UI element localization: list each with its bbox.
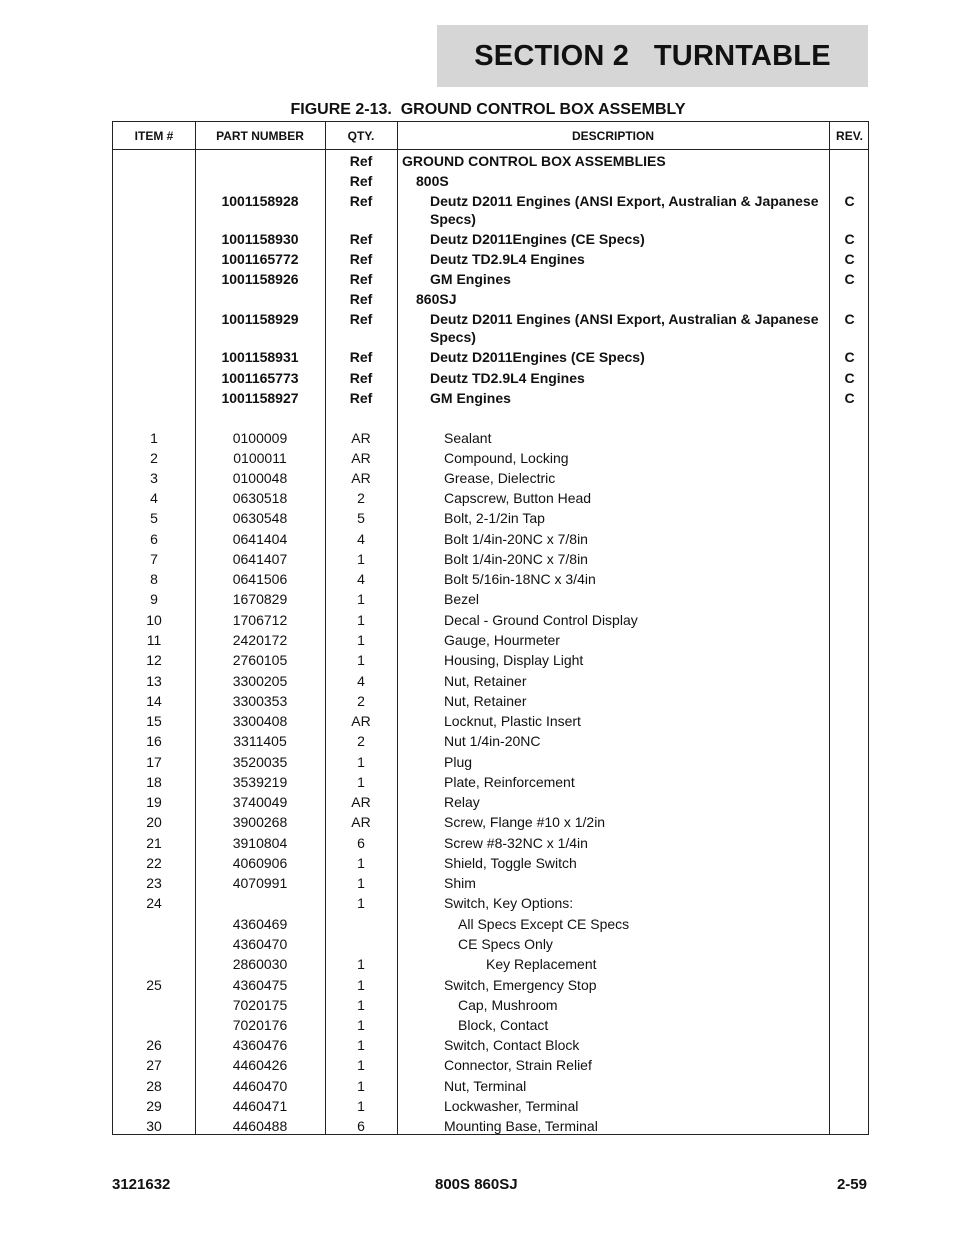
description-cell: GM Engines <box>430 390 511 406</box>
rev-cell: C <box>844 251 855 267</box>
qty-cell: Ref <box>349 271 373 287</box>
part-number-cell: 4460488 <box>232 1118 288 1134</box>
rev-cell: C <box>844 349 855 365</box>
qty-cell: Ref <box>349 173 373 189</box>
part-number-cell: 1001165773 <box>221 370 299 386</box>
part-number-cell: 4060906 <box>232 855 288 871</box>
rev-cell: C <box>844 231 855 247</box>
qty-cell: 1 <box>357 774 365 790</box>
rev-cell: C <box>844 311 855 327</box>
item-cell: 28 <box>146 1078 162 1094</box>
qty-cell: 6 <box>357 1118 365 1134</box>
description-cell: Key Replacement <box>486 956 597 972</box>
description-cell: Gauge, Hourmeter <box>444 632 560 648</box>
description-cell: Deutz D2011Engines (CE Specs) <box>430 349 645 365</box>
item-cell: 20 <box>146 814 162 830</box>
footer-page-number: 2-59 <box>836 1176 867 1193</box>
part-number-cell: 1001165772 <box>221 251 299 267</box>
col-header-part-number: PART NUMBER <box>216 128 304 143</box>
qty-cell: 1 <box>357 551 365 567</box>
qty-cell: AR <box>351 430 371 446</box>
qty-cell: 4 <box>357 571 365 587</box>
part-number-cell: 3300205 <box>232 673 288 689</box>
parts-table <box>112 121 869 1135</box>
description-cell: Housing, Display Light <box>444 652 584 668</box>
item-cell: 14 <box>146 693 162 709</box>
part-number-cell: 0641404 <box>232 531 288 547</box>
qty-cell: AR <box>351 794 371 810</box>
item-cell: 17 <box>146 754 162 770</box>
item-cell: 2 <box>150 450 158 466</box>
description-cell: Shim <box>444 875 476 891</box>
description-cell: Deutz D2011 Engines (ANSI Export, Australian & Japanese Specs) <box>430 311 819 345</box>
item-cell: 16 <box>146 733 162 749</box>
description-cell: Bolt 1/4in-20NC x 7/8in <box>444 551 588 567</box>
qty-cell: 1 <box>357 875 365 891</box>
item-cell: 19 <box>146 794 162 810</box>
part-number-cell: 1001158930 <box>221 231 299 247</box>
part-number-cell: 2860030 <box>232 956 288 972</box>
part-number-cell: 0100011 <box>233 450 287 466</box>
part-number-cell: 4360476 <box>232 1037 288 1053</box>
qty-cell: Ref <box>349 153 373 169</box>
description-cell: Bolt, 2-1/2in Tap <box>444 510 545 526</box>
part-number-cell: 4360469 <box>232 916 288 932</box>
part-number-cell: 1706712 <box>232 612 288 628</box>
qty-cell: 1 <box>357 652 365 668</box>
part-number-cell: 4460470 <box>232 1078 288 1094</box>
description-cell: Plug <box>444 754 473 770</box>
description-cell: Bolt 5/16in-18NC x 3/4in <box>444 571 596 587</box>
description-cell: Nut, Retainer <box>444 673 527 689</box>
part-number-cell: 4070991 <box>232 875 288 891</box>
description-cell: Decal - Ground Control Display <box>444 612 638 628</box>
description-cell: Locknut, Plastic Insert <box>444 713 581 729</box>
description-cell: All Specs Except CE Specs <box>458 916 630 932</box>
qty-cell: 1 <box>357 1057 365 1073</box>
qty-cell: Ref <box>349 291 373 307</box>
qty-cell: 2 <box>357 693 365 709</box>
part-number-cell: 1670829 <box>232 591 288 607</box>
part-number-cell: 2420172 <box>232 632 288 648</box>
qty-cell: 1 <box>357 997 365 1013</box>
item-cell: 21 <box>146 835 162 851</box>
qty-cell: 1 <box>357 1098 365 1114</box>
qty-cell: 1 <box>357 1017 365 1033</box>
description-cell: Switch, Contact Block <box>444 1037 580 1053</box>
col-header-qty: QTY. <box>347 128 375 143</box>
qty-cell: Ref <box>349 390 373 406</box>
item-cell: 18 <box>146 774 162 790</box>
description-cell: Nut 1/4in-20NC <box>444 733 541 749</box>
part-number-cell: 3910804 <box>232 835 288 851</box>
column-divider <box>397 122 398 1134</box>
col-header-item: ITEM # <box>134 128 174 143</box>
description-cell: Deutz TD2.9L4 Engines <box>430 370 585 386</box>
item-cell: 11 <box>146 632 162 648</box>
part-number-cell: 3740049 <box>232 794 288 810</box>
description-cell: 860SJ <box>416 291 457 307</box>
qty-cell: 1 <box>357 1037 365 1053</box>
description-cell: Screw, Flange #10 x 1/2in <box>444 814 606 830</box>
qty-cell: 2 <box>357 733 365 749</box>
description-cell: Connector, Strain Relief <box>444 1057 592 1073</box>
qty-cell: Ref <box>349 231 373 247</box>
qty-cell: 6 <box>357 835 365 851</box>
qty-cell: AR <box>351 713 371 729</box>
rev-cell: C <box>844 390 855 406</box>
part-number-cell: 3300353 <box>232 693 288 709</box>
item-cell: 15 <box>146 713 162 729</box>
qty-cell: AR <box>351 450 371 466</box>
qty-cell: 1 <box>357 956 365 972</box>
item-cell: 3 <box>150 470 158 486</box>
description-cell: Screw #8-32NC x 1/4in <box>444 835 588 851</box>
col-header-description: DESCRIPTION <box>571 128 654 143</box>
qty-cell: 1 <box>357 895 365 911</box>
part-number-cell: 2760105 <box>232 652 288 668</box>
figure-title: FIGURE 2-13. GROUND CONTROL BOX ASSEMBLY <box>290 101 686 118</box>
section-header <box>437 25 868 87</box>
description-cell: Deutz D2011 Engines (ANSI Export, Australian & Japanese Specs) <box>430 193 819 227</box>
part-number-cell: 0100009 <box>232 430 288 446</box>
part-number-cell: 3539219 <box>232 774 288 790</box>
part-number-cell: 0100048 <box>232 470 288 486</box>
description-cell: Nut, Terminal <box>444 1078 527 1094</box>
qty-cell: 4 <box>357 673 365 689</box>
description-cell: Cap, Mushroom <box>458 997 558 1013</box>
description-cell: Block, Contact <box>458 1017 549 1033</box>
part-number-cell: 4360475 <box>232 977 288 993</box>
item-cell: 12 <box>146 652 162 668</box>
part-number-cell: 1001158928 <box>221 193 299 209</box>
item-cell: 25 <box>146 977 162 993</box>
part-number-cell: 7020176 <box>232 1017 288 1033</box>
qty-cell: Ref <box>349 311 373 327</box>
item-cell: 23 <box>146 875 162 891</box>
description-cell: Nut, Retainer <box>444 693 527 709</box>
item-cell: 30 <box>146 1118 162 1134</box>
rev-cell: C <box>844 370 855 386</box>
item-cell: 22 <box>146 855 162 871</box>
section-title: SECTION 2 TURNTABLE <box>474 39 831 72</box>
part-number-cell: 0641506 <box>232 571 288 587</box>
item-cell: 6 <box>150 531 158 547</box>
item-cell: 9 <box>150 591 158 607</box>
item-cell: 13 <box>146 673 162 689</box>
rev-cell: C <box>844 271 855 287</box>
qty-cell: 5 <box>357 510 365 526</box>
part-number-cell: 3311405 <box>233 733 287 749</box>
footer-doc-number: 3121632 <box>112 1176 171 1193</box>
description-cell: Compound, Locking <box>444 450 569 466</box>
part-number-cell: 1001158931 <box>221 349 299 365</box>
qty-cell: AR <box>351 814 371 830</box>
qty-cell: 1 <box>357 1078 365 1094</box>
item-cell: 24 <box>146 895 162 911</box>
description-cell: Deutz D2011Engines (CE Specs) <box>430 231 645 247</box>
description-cell: Shield, Toggle Switch <box>444 855 577 871</box>
qty-cell: 2 <box>357 490 365 506</box>
qty-cell: Ref <box>349 251 373 267</box>
description-cell: Capscrew, Button Head <box>444 490 592 506</box>
part-number-cell: 0630518 <box>232 490 288 506</box>
item-cell: 4 <box>150 490 158 506</box>
description-cell: Plate, Reinforcement <box>444 774 575 790</box>
qty-cell: Ref <box>349 193 373 209</box>
item-cell: 7 <box>150 551 158 567</box>
header-divider <box>113 149 868 150</box>
rev-cell: C <box>844 193 855 209</box>
description-cell: Mounting Base, Terminal <box>444 1118 598 1134</box>
description-cell: 800S <box>416 173 449 189</box>
qty-cell: 1 <box>357 977 365 993</box>
description-cell: Deutz TD2.9L4 Engines <box>430 251 585 267</box>
item-cell: 29 <box>146 1098 162 1114</box>
item-cell: 8 <box>150 571 158 587</box>
description-cell: Switch, Key Options: <box>444 895 574 911</box>
qty-cell: 1 <box>357 612 365 628</box>
qty-cell: Ref <box>349 370 373 386</box>
item-cell: 5 <box>150 510 158 526</box>
qty-cell: 1 <box>357 591 365 607</box>
part-number-cell: 4460426 <box>232 1057 288 1073</box>
item-cell: 10 <box>146 612 162 628</box>
qty-cell: Ref <box>349 349 373 365</box>
part-number-cell: 4360470 <box>232 936 288 952</box>
description-cell: Bezel <box>444 591 480 607</box>
qty-cell: 4 <box>357 531 365 547</box>
description-cell: Lockwasher, Terminal <box>444 1098 579 1114</box>
footer-model: 800S 860SJ <box>435 1176 518 1193</box>
description-cell: GM Engines <box>430 271 511 287</box>
part-number-cell: 1001158929 <box>221 311 299 327</box>
part-number-cell: 0641407 <box>232 551 288 567</box>
description-cell: Switch, Emergency Stop <box>444 977 597 993</box>
col-header-rev: REV. <box>836 128 863 143</box>
description-cell: Relay <box>444 794 480 810</box>
part-number-cell: 3300408 <box>232 713 288 729</box>
description-cell: GROUND CONTROL BOX ASSEMBLIES <box>402 153 666 169</box>
qty-cell: 1 <box>357 632 365 648</box>
part-number-cell: 1001158926 <box>221 271 299 287</box>
part-number-cell: 3520035 <box>232 754 288 770</box>
part-number-cell: 3900268 <box>232 814 288 830</box>
description-cell: Grease, Dielectric <box>444 470 556 486</box>
item-cell: 1 <box>150 430 158 446</box>
part-number-cell: 1001158927 <box>221 390 299 406</box>
item-cell: 26 <box>146 1037 162 1053</box>
description-cell: Bolt 1/4in-20NC x 7/8in <box>444 531 588 547</box>
qty-cell: 1 <box>357 855 365 871</box>
part-number-cell: 7020175 <box>232 997 288 1013</box>
qty-cell: AR <box>351 470 371 486</box>
description-cell: CE Specs Only <box>458 936 553 952</box>
qty-cell: 1 <box>357 754 365 770</box>
part-number-cell: 0630548 <box>232 510 288 526</box>
part-number-cell: 4460471 <box>232 1098 288 1114</box>
item-cell: 27 <box>146 1057 162 1073</box>
description-cell: Sealant <box>444 430 492 446</box>
